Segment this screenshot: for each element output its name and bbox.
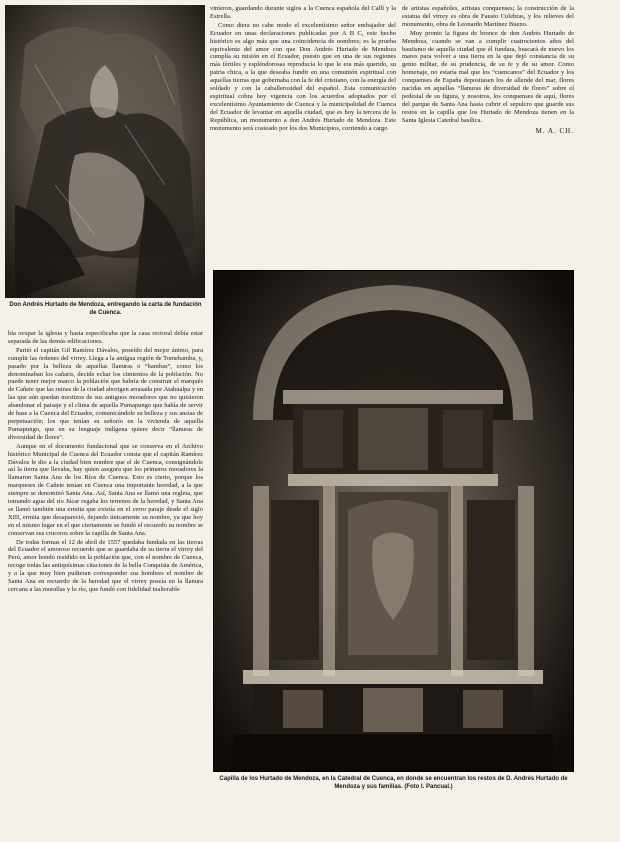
portrait-photo: [5, 5, 205, 298]
portrait-caption: Don Andrés Hurtado de Mendoza, entregando la carta de fundación de Cuenca.: [9, 302, 202, 316]
middle-paragraph: Como diera no cabe modo el excelentísimo señor embajador del Ecuador en unas declaraciones publicadas por A B C, este hecho histórico es algo más que una coincidencia de nombres; es la prueba equivalente del amor con que Don Andrés Hurtado de Mendoza cumplía su misión en el Ecuador, puesto que en una de sus regiones más fértiles y espléndorosas reproducía lo que le era más querido, su patria chica, a la que deseaba fundir en una comunión espiritual con aquellas tierras que gobernaba con la fe del cristiano, con la energía del soldado y con la caballerosidad del español. Esta comunicación espiritual cobra hoy vigencia con los acuerdos adoptados por el excelentísimo Ayuntamiento de Cuenca y la municipalidad de Cuenca del Ecuador de levantar en aquella ciudad, que es hoy la tercera de la República, un monumento a don Andrés Hurtado de Mendoza. Este monumento será costeado por los dos Municipios, corriendo a cargo: [210, 21, 396, 132]
chapel-altar-image: [213, 270, 574, 772]
portrait-engraving: [5, 5, 205, 298]
middle-paragraph: vinieron, guardando durante siglos a la Cuenca española del Callí y la Estrella.: [210, 5, 396, 20]
column-left: [8, 330, 203, 835]
chapel-caption: Capilla de los Hurtado de Mendoza, en la Catedral de Cuenca, en donde se encuentran los restos de D. Andrés Hurtado de Mendoza y sus familias. (Foto I. Pancual.): [219, 776, 568, 790]
chapel-photo: [213, 270, 574, 772]
right-paragraph: Muy pronto la figura de bronce de don Andrés Hurtado de Mendoza, cuando se van a cumplir cuatrocientos años del bautismo de aquella ciudad que él fundara, buscará de nuevo los mares para volver a una tierra en la que dejó constancia de su genio militar, de su prudencia, de su fe y de su amor. Como homenaje, no estaría mal que los “cuencanos” del Ecuador y los conquenses de España depositasen los de allende del mar, flores nacidas en aquellas “llanuras de diversidad de flores” sobre el pedestal de su figura, y nosotros, los conquenses de aquí, flores del parque de Santa Ana hasta cubrir el sepulcro que guarde sus restos en la capilla que los Hurtado de Mendoza tienen en la Santa Iglesia Catedral basílica.: [402, 29, 574, 124]
left-paragraph: bía ocupar la iglesia y hasta especificaba que la casa rectoral debía estar separada de las demás edificaciones.: [8, 330, 203, 345]
author-signature: M. A. CH.: [535, 126, 574, 135]
column-middle: [210, 5, 396, 267]
column-right: [402, 5, 574, 267]
left-paragraph: Aunque en el documento fundacional que se conserva en el Archivo histórico Municipal de Cuenca del Ecuador consta que el capitán Ramírez Dávalos le dio a la ciudad bien nombre que el de Cuenca, consignándole así la tierra que llevaba, hay quien asegura que los primeros moradores la llamaron Santa Ana de los Ríos de Cuenca. Esto es cierto, porque los marqueses de Cañete tenían en Cuenca una importante heredad, a la que siempre se denominó Santa Ana. Así, Santa Ana se llamó una regleta, que tomando agua del río Júcar regaba los terrenos de la heredad, y Santa Ana se llamó también una ermita que existía en el cerro paraje desde el siglo XIII, ermita que desapareció, dejando únicamente su nombre, ya que hoy en el mismo lugar en el que ciertamente se fundó el recuerdo su nombre se conservan sus cruceros sobre la capilla de Santa Ana.: [8, 442, 203, 537]
right-paragraph: de artistas españoles, artistas conquenses; la construcción de la estatua del virrey es obra de Fausto Culebras, y los relieves del monumento, obra de Leonardo Martínez Bueno.: [402, 5, 574, 28]
left-paragraph: De todas formas el 12 de abril de 1557 quedaba fundada en las tierras del Ecuador el amoroso recuerdo que se guardaba de su tierra el virrey del Perú, amor hondo residido en la población que, con el nombre de Cuenca, recoge todas las antiquísimas citaciones de la bella Conquista de América, y a la que muy bien pudieran corresponder sus hombres el nombre de Santa Ana en recuerdo de la heredad que el virrey poseía en la llanura cercana a las murallas y lo río, que fundó con fidelidad inalterable: [8, 538, 203, 593]
left-paragraph: Partió el capitán Gil Ramírez Dávalos, poseído del mejor ánimo, para cumplir las órdenes del virrey. Llega a la antigua región de Tomebamba, y, pasado por la belleza de aquellas llanuras o “bambas”, como los denominaban los cañaris, decide echar los cimientos de la población. No puede tener mejor marco la población que habría de construir el marqués de Cañete que las ruinas de la ciudad aborigen arrasada por Atahualpa y en las que aún quedan mestizos de sus antiguos moradores que no quisieron abandonar el paisaje y el clima de aquella Pumapungo que había de servir de base a la Cuenca del Ecuador, comunicándole su belleza y sus ansias de perpetuación; los que tenían su señorío en la vivienda de aquella Pumapungo, que en su lenguaje indígena quiere decir “llanuras de diversidad de flores”.: [8, 346, 203, 441]
